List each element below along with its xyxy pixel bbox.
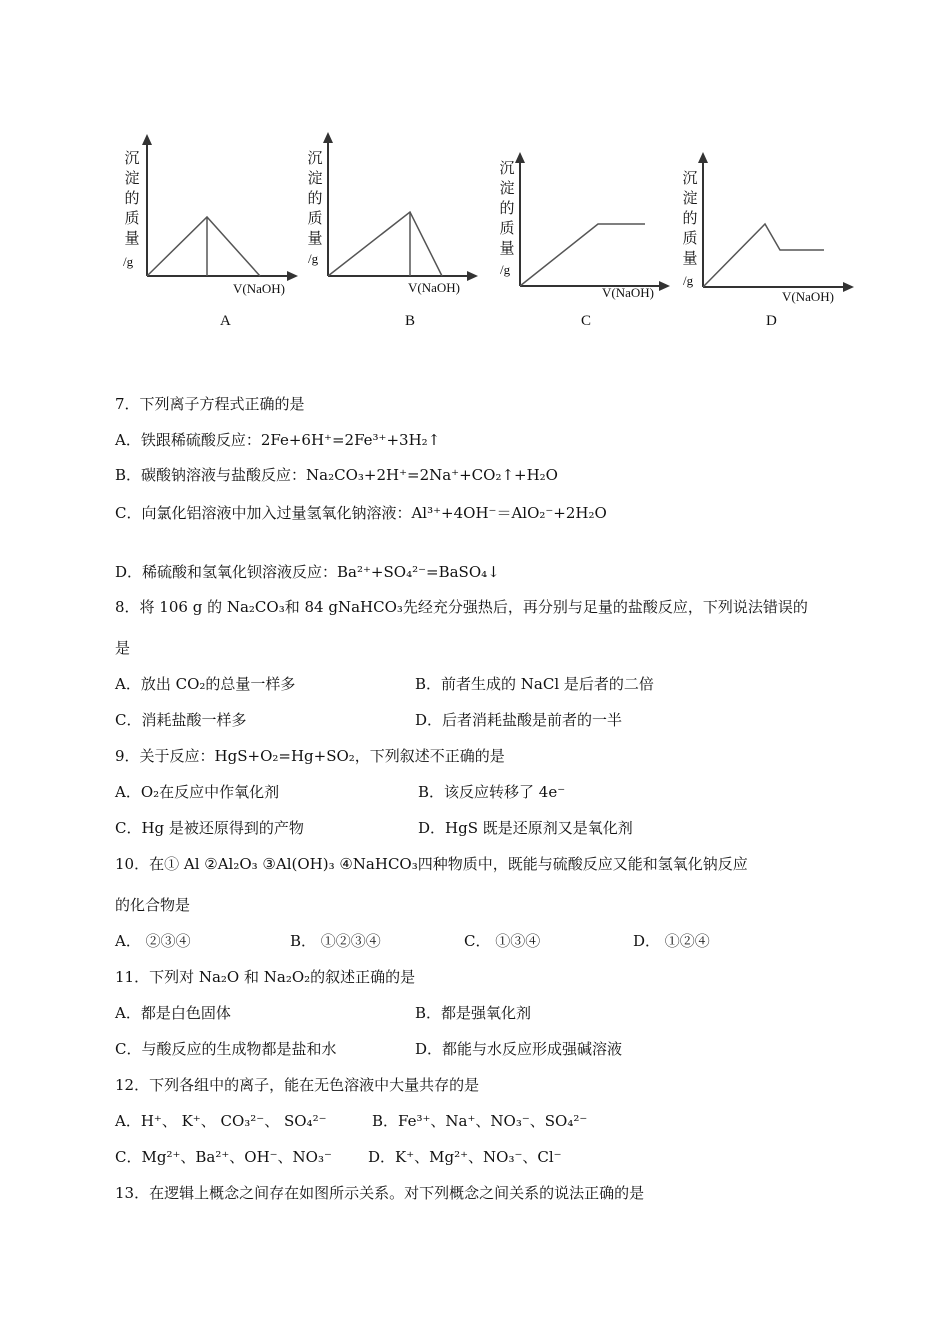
q8-option-c: C．消耗盐酸一样多 — [115, 711, 247, 729]
chart-c-yunit: /g — [500, 262, 511, 277]
q12-stem: 12．下列各组中的离子，能在无色溶液中大量共存的是 — [115, 1076, 480, 1094]
chart-c-caption: C — [581, 313, 592, 329]
q10-option-d: D． ①②④ — [633, 932, 710, 950]
q13-stem: 13．在逻辑上概念之间存在如图所示关系。对下列概念之间关系的说法正确的是 — [115, 1184, 645, 1202]
chart-b-xlabel: V(NaOH) — [408, 280, 460, 295]
q7-option-a: A．铁跟稀硫酸反应：2Fe+6H⁺=2Fe³⁺+3H₂↑ — [115, 431, 441, 449]
q11-option-b: B．都是强氧化剂 — [415, 1004, 532, 1022]
q11-option-c: C．与酸反应的生成物都是盐和水 — [115, 1040, 337, 1058]
chart-d-xlabel: V(NaOH) — [782, 289, 834, 304]
q8-option-d: D．后者消耗盐酸是前者的一半 — [415, 711, 623, 729]
chart-b-ylabel: 沉 淀 的 质 量 — [307, 149, 323, 247]
chart-d-caption: D — [766, 313, 777, 329]
q9-option-a: A．O₂在反应中作氧化剂 — [115, 783, 280, 801]
q7-option-d: D．稀硫酸和氢氧化钡溶液反应：Ba²⁺+SO₄²⁻=BaSO₄↓ — [115, 563, 500, 581]
q9-option-d: D．HgS 既是还原剂又是氧化剂 — [418, 819, 633, 837]
q9-stem: 9．关于反应：HgS+O₂=Hg+SO₂，下列叙述不正确的是 — [115, 747, 505, 765]
q7-stem: 7．下列离子方程式正确的是 — [115, 395, 305, 413]
q10-option-a: A． ②③④ — [115, 932, 191, 950]
q8-option-a: A．放出 CO₂的总量一样多 — [115, 675, 296, 693]
q10-option-b: B． ①②③④ — [290, 932, 381, 950]
chart-b-caption: B — [405, 313, 416, 329]
q9-option-b: B．该反应转移了 4e⁻ — [418, 783, 566, 801]
chart-a-yunit: /g — [123, 254, 134, 269]
chart-d-ylabel: 沉 淀 的 质 量 — [682, 169, 698, 267]
q7-option-b: B．碳酸钠溶液与盐酸反应：Na₂CO₃+2H⁺=2Na⁺+CO₂↑+H₂O — [115, 466, 558, 484]
chart-c-xlabel: V(NaOH) — [602, 285, 654, 300]
q10-option-c: C． ①③④ — [464, 932, 541, 950]
q12-option-a: A．H⁺、 K⁺、 CO₃²⁻、 SO₄²⁻ — [115, 1112, 327, 1130]
chart-b-yunit: /g — [308, 251, 319, 266]
q8-stem-line2: 是 — [115, 639, 131, 657]
q9-option-c: C．Hg 是被还原得到的产物 — [115, 819, 304, 837]
q8-option-b: B．前者生成的 NaCl 是后者的二倍 — [415, 675, 654, 693]
chart-c-ylabel: 沉 淀 的 质 量 — [499, 159, 515, 257]
chart-d-plot — [0, 0, 950, 360]
q12-option-b: B．Fe³⁺、Na⁺、NO₃⁻、SO₄²⁻ — [372, 1112, 588, 1130]
q7-option-c: C．向氯化铝溶液中加入过量氢氧化钠溶液：Al³⁺+4OH⁻＝AlO₂⁻+2H₂O — [115, 504, 607, 522]
q10-stem-line2: 的化合物是 — [115, 896, 191, 914]
q10-stem-line1: 10．在① Al ②Al₂O₃ ③Al(OH)₃ ④NaHCO₃四种物质中，既能与硫酸反应又能和氢氧化钠反应 — [115, 855, 748, 873]
q8-stem-line1: 8．将 106 g 的 Na₂CO₃和 84 gNaHCO₃先经充分强热后，再分别与足量的盐酸反应，下列说法错误的 — [115, 598, 808, 616]
chart-a-ylabel: 沉 淀 的 质 量 — [124, 149, 140, 247]
chart-a-xlabel: V(NaOH) — [233, 281, 285, 296]
graph-options-figure — [0, 0, 950, 360]
chart-d-yunit: /g — [683, 273, 694, 288]
chart-a-caption: A — [220, 313, 231, 329]
q11-option-a: A．都是白色固体 — [115, 1004, 231, 1022]
q11-option-d: D．都能与水反应形成强碱溶液 — [415, 1040, 623, 1058]
q12-option-d: D．K⁺、Mg²⁺、NO₃⁻、Cl⁻ — [368, 1148, 562, 1166]
q11-stem: 11．下列对 Na₂O 和 Na₂O₂的叙述正确的是 — [115, 968, 416, 986]
q12-option-c: C．Mg²⁺、Ba²⁺、OH⁻、NO₃⁻ — [115, 1148, 332, 1166]
